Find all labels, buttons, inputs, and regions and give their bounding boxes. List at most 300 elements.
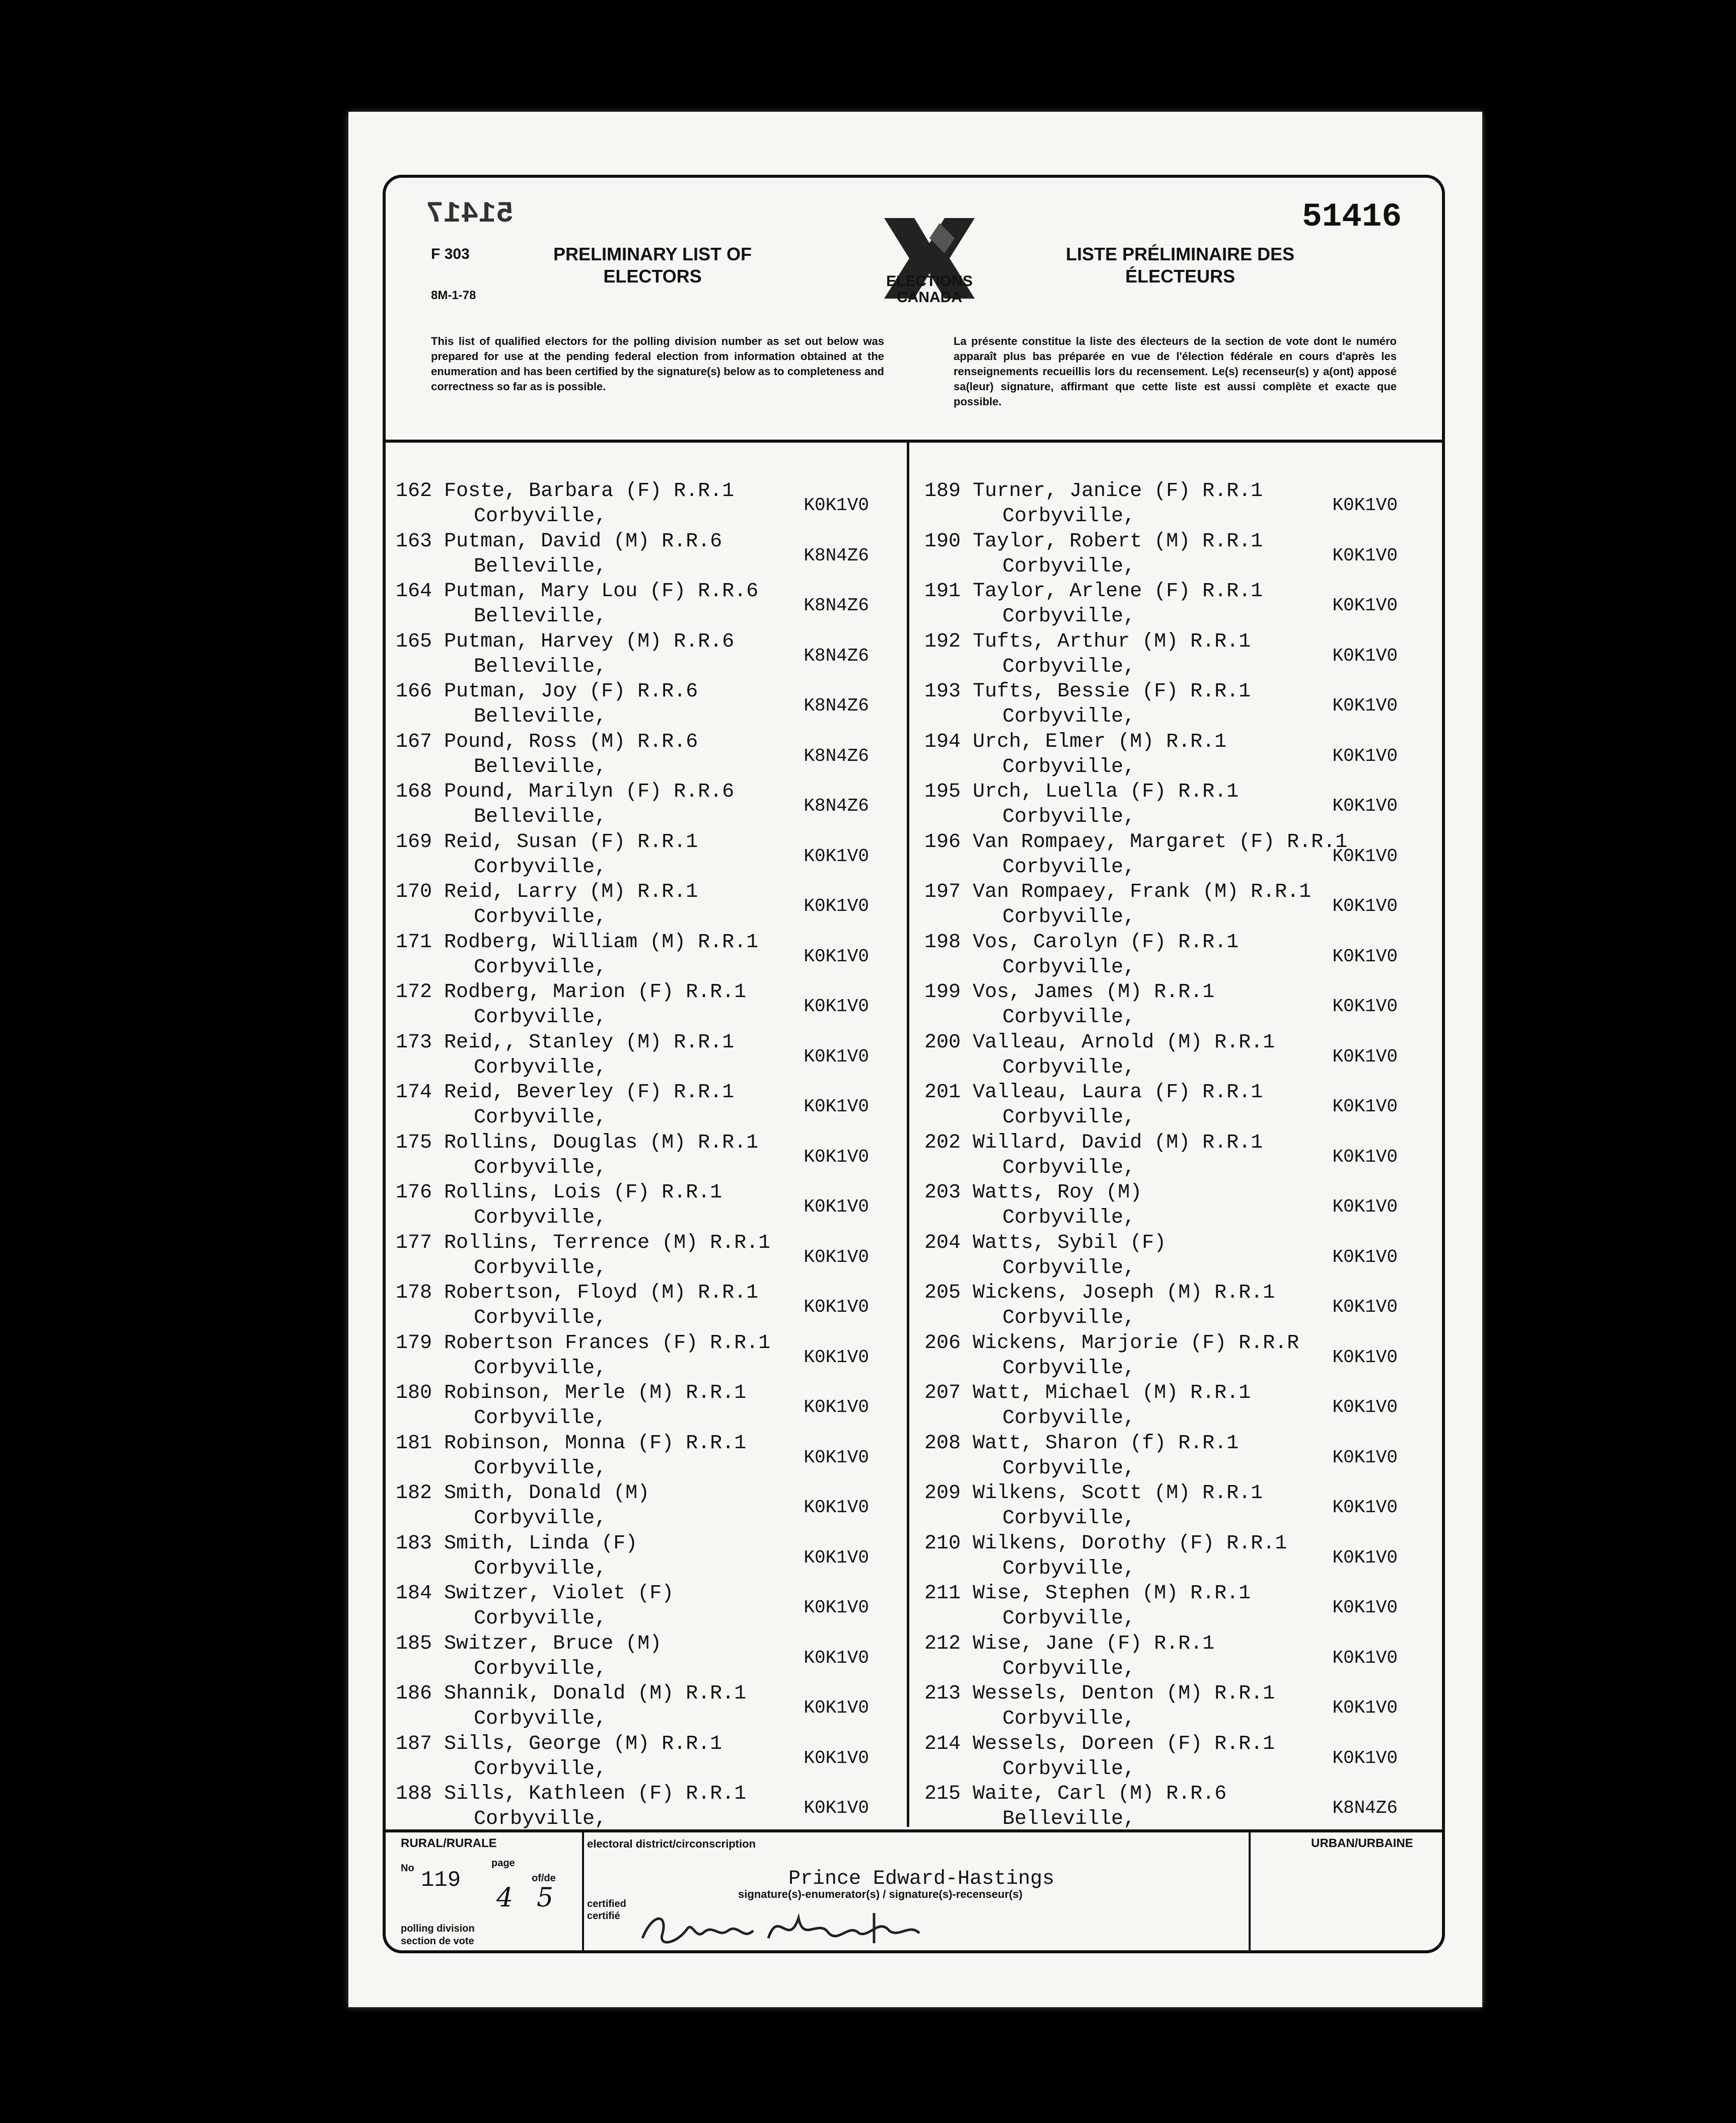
elector-entry [924, 781, 1428, 831]
elector-address: Corbyville, [474, 906, 607, 929]
postal-code: K0K1V0 [1332, 595, 1398, 616]
elector-name: Rollins, Terrence (M) R.R.1 [444, 1231, 771, 1254]
elector-number: 172 [396, 981, 432, 1004]
elector-number: 168 [396, 781, 432, 803]
elector-name-line [924, 1282, 1275, 1304]
elector-name-line [924, 731, 1226, 753]
elector-name-line [396, 881, 698, 903]
elector-name: Taylor, Arlene (F) R.R.1 [973, 580, 1263, 603]
elector-entry [396, 1633, 899, 1683]
elector-name: Sills, George (M) R.R.1 [444, 1732, 722, 1755]
elector-number: 167 [396, 730, 432, 753]
elector-name-line [396, 530, 722, 553]
elector-name: Vos, James (M) R.R.1 [973, 981, 1215, 1004]
elector-name-line [924, 1232, 1166, 1254]
page-label: page [491, 1858, 515, 1869]
elector-entry [396, 480, 899, 530]
elector-entry [396, 1131, 899, 1182]
elector-number: 196 [924, 830, 961, 854]
elector-name: Wickens, Joseph (M) R.R.1 [973, 1282, 1275, 1304]
elector-number: 180 [396, 1382, 432, 1404]
elector-name-line [396, 480, 734, 503]
elector-address: Corbyville, [474, 1708, 607, 1730]
elector-name: Wickens, Marjorie (F) R.R.R [973, 1331, 1299, 1355]
elector-entry [924, 480, 1428, 530]
elector-name-line [396, 1582, 674, 1605]
form-date: 8M-1-78 [431, 289, 476, 302]
elector-name: Vos, Carolyn (F) R.R.1 [973, 931, 1239, 954]
elector-number: 191 [924, 580, 961, 603]
elector-address: Corbyville, [1002, 1256, 1136, 1280]
elector-name-line [396, 1131, 758, 1154]
elector-number: 202 [924, 1131, 961, 1154]
elector-entry [396, 1332, 899, 1382]
postal-code: K0K1V0 [1332, 946, 1398, 967]
elector-address: Corbyville, [474, 1056, 607, 1079]
elector-entry [396, 1783, 899, 1833]
elector-name-line [924, 881, 1311, 903]
elector-name: Tufts, Arthur (M) R.R.1 [973, 630, 1251, 653]
urban-box [1249, 1832, 1437, 1953]
postal-code: K0K1V0 [804, 946, 869, 967]
elector-name: Reid, Beverley (F) R.R.1 [444, 1081, 735, 1104]
elector-number: 169 [396, 830, 432, 854]
elector-number: 187 [396, 1732, 432, 1755]
postal-code: K0K1V0 [804, 1747, 869, 1768]
elector-address: Corbyville, [1002, 1507, 1136, 1530]
postal-code: K8N4Z6 [804, 695, 869, 716]
elector-address: Corbyville, [1002, 956, 1136, 979]
elector-entry [924, 680, 1428, 731]
elector-address: Belleville, [474, 555, 607, 578]
elector-list-right [924, 480, 1428, 1833]
elector-name-line [924, 680, 1251, 703]
elector-name-line [396, 1031, 734, 1054]
elector-name-line [924, 1582, 1251, 1605]
elector-address: Corbyville, [1002, 1106, 1136, 1129]
elector-name-line [924, 580, 1263, 603]
elector-number: 178 [396, 1282, 432, 1304]
elector-name: Wise, Jane (F) R.R.1 [973, 1632, 1215, 1655]
elector-name: Reid, Larry (M) R.R.1 [444, 881, 698, 903]
elector-address: Corbyville, [1002, 1708, 1136, 1730]
elector-name: Sills, Kathleen (F) R.R.1 [444, 1783, 747, 1805]
elector-name: Valleau, Arnold (M) R.R.1 [973, 1031, 1275, 1054]
postal-code: K0K1V0 [1332, 1297, 1398, 1317]
elector-name-line [924, 530, 1263, 553]
elector-name-line [396, 1232, 770, 1254]
elector-address: Corbyville, [1002, 1407, 1136, 1430]
elector-entry [396, 530, 899, 581]
elector-entry [924, 1432, 1428, 1482]
elector-entry [396, 1733, 899, 1783]
elector-number: 211 [924, 1582, 961, 1605]
elector-name-line [924, 1783, 1226, 1805]
postal-code: K8N4Z6 [804, 645, 869, 666]
certified-label [587, 1898, 626, 1922]
elector-number: 177 [396, 1231, 432, 1254]
elector-name: Putman, Mary Lou (F) R.R.6 [444, 580, 759, 603]
elector-entry [924, 1532, 1428, 1583]
elector-name-line [396, 1382, 746, 1404]
elector-name-line [924, 480, 1263, 503]
postal-code: K0K1V0 [1332, 1647, 1398, 1668]
elector-address: Corbyville, [474, 1207, 607, 1229]
elector-address: Corbyville, [474, 1657, 607, 1680]
postal-code: K0K1V0 [1332, 1246, 1398, 1267]
elector-entry [396, 831, 899, 881]
polling-division-label-fr: section de vote [401, 1936, 474, 1947]
elector-address: Corbyville, [1002, 505, 1136, 528]
elector-entry [396, 1031, 899, 1082]
elector-entry [396, 1482, 899, 1532]
elector-name-line [396, 1282, 758, 1304]
elector-address: Corbyville, [1002, 705, 1136, 728]
elector-name-line [396, 1733, 722, 1755]
elector-number: 200 [924, 1031, 961, 1054]
elector-number: 171 [396, 931, 432, 954]
elector-entry [396, 1382, 899, 1432]
elector-address: Corbyville, [1002, 806, 1136, 828]
elector-name-line [396, 1081, 734, 1104]
elector-name-line [924, 1633, 1214, 1655]
elector-name: Waite, Carl (M) R.R.6 [973, 1783, 1227, 1805]
postal-code: K8N4Z6 [804, 545, 869, 566]
elector-name-line [396, 731, 698, 753]
elector-number: 206 [924, 1331, 961, 1355]
postal-code: K0K1V0 [1332, 1497, 1398, 1518]
postal-code: K0K1V0 [1332, 896, 1398, 916]
elector-entry [924, 1131, 1428, 1182]
elector-address: Corbyville, [474, 1457, 607, 1480]
elector-name-line [924, 1432, 1239, 1455]
title-french: LISTE PRÉLIMINAIRE DES ÉLECTEURS [1065, 244, 1295, 287]
elector-number: 197 [924, 881, 961, 903]
postal-code: K0K1V0 [1332, 645, 1398, 666]
elector-entry [396, 881, 899, 931]
elector-name: Smith, Linda (F) [444, 1532, 638, 1555]
elector-entry [924, 630, 1428, 681]
elector-name: Robertson, Floyd (M) R.R.1 [444, 1282, 759, 1304]
elector-name-line [924, 1332, 1299, 1355]
postal-code: K0K1V0 [1332, 1096, 1398, 1117]
elector-number: 182 [396, 1482, 432, 1505]
elector-address: Corbyville, [1002, 1056, 1136, 1079]
elector-entry [396, 1181, 899, 1232]
postal-code: K0K1V0 [804, 1297, 869, 1317]
elector-name-line [396, 1633, 662, 1655]
elector-address: Corbyville, [1002, 655, 1136, 678]
elector-number: 198 [924, 931, 961, 954]
elector-name: Rodberg, William (M) R.R.1 [444, 931, 759, 954]
elector-address: Corbyville, [1002, 1307, 1136, 1329]
elector-name: Putman, Joy (F) R.R.6 [444, 680, 698, 703]
elector-name: Smith, Donald (M) [444, 1482, 650, 1505]
postal-code: K0K1V0 [804, 1397, 869, 1418]
elector-name: Urch, Elmer (M) R.R.1 [973, 730, 1227, 753]
elector-entry [396, 1682, 899, 1733]
elector-number: 179 [396, 1331, 432, 1355]
form-footer [386, 1829, 1442, 1953]
elector-name-line [396, 981, 746, 1004]
postal-code: K0K1V0 [1332, 1196, 1398, 1217]
elector-number: 208 [924, 1432, 961, 1455]
elector-entry [924, 1382, 1428, 1432]
elector-name: Pound, Marilyn (F) R.R.6 [444, 781, 735, 803]
postal-code: K0K1V0 [804, 1246, 869, 1267]
elector-number: 166 [396, 680, 432, 703]
elector-address: Corbyville, [474, 1407, 607, 1430]
elector-number: 173 [396, 1031, 432, 1054]
elector-name: Switzer, Violet (F) [444, 1582, 674, 1605]
postal-code: K0K1V0 [1332, 796, 1398, 816]
elector-number: 162 [396, 480, 432, 503]
elector-name: Watts, Roy (M) [973, 1181, 1142, 1204]
elector-name: Wessels, Doreen (F) R.R.1 [973, 1732, 1275, 1755]
elector-name-line [396, 580, 758, 603]
elector-entry [396, 1432, 899, 1482]
elector-address: Corbyville, [1002, 1557, 1136, 1580]
no-label: No [401, 1863, 414, 1874]
elector-entry [924, 530, 1428, 581]
elector-number: 190 [924, 530, 961, 553]
elector-entry [924, 1733, 1428, 1783]
elector-name: Watt, Michael (M) R.R.1 [973, 1382, 1251, 1404]
polling-division-label: polling division [401, 1923, 475, 1934]
postal-code: K0K1V0 [1332, 745, 1398, 766]
elector-address: Belleville, [474, 806, 607, 828]
elector-number: 194 [924, 730, 961, 753]
elector-number: 186 [396, 1682, 432, 1705]
elector-entry [396, 1532, 899, 1583]
elector-address: Corbyville, [474, 1808, 607, 1830]
elector-number: 165 [396, 630, 432, 653]
postal-code: K8N4Z6 [804, 745, 869, 766]
elector-number: 213 [924, 1682, 961, 1705]
elector-entry [924, 1282, 1428, 1332]
elector-entry [924, 1582, 1428, 1633]
elector-number: 212 [924, 1632, 961, 1655]
elector-number: 184 [396, 1582, 432, 1605]
elector-name: Foste, Barbara (F) R.R.1 [444, 480, 735, 503]
elector-number: 183 [396, 1532, 432, 1555]
elector-name-line [396, 630, 734, 653]
elector-entry [396, 781, 899, 831]
elector-number: 215 [924, 1783, 961, 1805]
elector-name-line [396, 1532, 637, 1555]
elector-name: Pound, Ross (M) R.R.6 [444, 730, 698, 753]
elector-name: Wessels, Denton (M) R.R.1 [973, 1682, 1275, 1705]
elector-number: 164 [396, 580, 432, 603]
postal-code: K8N4Z6 [804, 796, 869, 816]
postal-code: K0K1V0 [1332, 1697, 1398, 1718]
postal-code: K0K1V0 [804, 1046, 869, 1067]
elector-entry [924, 1783, 1428, 1833]
elector-name: Valleau, Laura (F) R.R.1 [973, 1081, 1263, 1104]
elector-name-line [924, 1482, 1263, 1505]
elector-entry [396, 731, 899, 781]
elector-entry [924, 731, 1428, 781]
elector-number: 193 [924, 680, 961, 703]
elector-address: Corbyville, [474, 856, 607, 879]
elector-number: 201 [924, 1081, 961, 1104]
elector-entry [396, 1232, 899, 1282]
elector-name: Rodberg, Marion (F) R.R.1 [444, 981, 747, 1004]
serial-number: 51416 [1301, 198, 1402, 236]
elector-address: Corbyville, [1002, 1657, 1136, 1680]
elector-number: 188 [396, 1783, 432, 1805]
elector-address: Corbyville, [474, 1307, 607, 1329]
elector-name: Rollins, Douglas (M) R.R.1 [444, 1131, 759, 1154]
postal-code: K0K1V0 [804, 1096, 869, 1117]
elector-entry [396, 1582, 899, 1633]
elector-number: 210 [924, 1532, 961, 1555]
elector-entry [924, 931, 1428, 981]
elector-address: Corbyville, [1002, 1207, 1136, 1229]
elector-address: Corbyville, [1002, 906, 1136, 929]
elector-address: Corbyville, [474, 1357, 607, 1380]
elector-name: Watts, Sybil (F) [973, 1231, 1167, 1254]
agency-line-1: ELECTIONS [886, 273, 973, 290]
elector-entry [924, 1232, 1428, 1282]
elector-address: Belleville, [474, 655, 607, 678]
elector-number: 189 [924, 480, 961, 503]
elector-entry [396, 1081, 899, 1131]
postal-code: K0K1V0 [804, 1547, 869, 1568]
postal-code: K0K1V0 [1332, 1447, 1398, 1468]
elector-name-line [924, 781, 1239, 803]
elector-address: Corbyville, [1002, 1156, 1136, 1179]
elector-address: Belleville, [474, 755, 607, 779]
postal-code: K0K1V0 [804, 1146, 869, 1167]
elector-name-line [396, 1432, 746, 1455]
page-of: 5 [537, 1883, 554, 1913]
elector-name: Urch, Luella (F) R.R.1 [973, 781, 1239, 803]
elector-address: Corbyville, [1002, 1607, 1136, 1630]
elector-number: 207 [924, 1382, 961, 1404]
elector-entry [924, 831, 1428, 881]
postal-code: K0K1V0 [1332, 495, 1398, 516]
notice-english: This list of qualified electors for the polling division number as set out below was prepared for use at the pending federal election from information obtained at the enumeration and has been certified by the signature(s) below as to completeness and correctness so far as is possible. [431, 335, 884, 393]
elector-name: Willard, David (M) R.R.1 [973, 1131, 1263, 1154]
elector-entry [924, 981, 1428, 1031]
elector-entry [924, 1682, 1428, 1733]
postal-code: K0K1V0 [804, 1196, 869, 1217]
elector-address: Belleville, [474, 705, 607, 728]
elector-entry [924, 881, 1428, 931]
postal-code: K0K1V0 [1332, 695, 1398, 716]
elector-address: Corbyville, [1002, 1006, 1136, 1029]
elector-address: Corbyville, [474, 505, 607, 528]
elector-number: 195 [924, 781, 961, 803]
elector-address: Corbyville, [474, 1607, 607, 1630]
elector-name: Van Rompaey, Frank (M) R.R.1 [973, 881, 1312, 903]
elector-entry [924, 1482, 1428, 1532]
postal-code: K0K1V0 [804, 495, 869, 516]
postal-code: K0K1V0 [1332, 1046, 1398, 1067]
agency-line-2: CANADA [897, 289, 962, 306]
elector-entry [924, 1332, 1428, 1382]
elector-name: Switzer, Bruce (M) [444, 1632, 662, 1655]
elector-name-line [924, 1181, 1142, 1204]
elector-name: Rollins, Lois (F) R.R.1 [444, 1181, 722, 1204]
elector-number: 174 [396, 1081, 432, 1104]
elector-name: Reid, Susan (F) R.R.1 [444, 830, 698, 854]
elector-entry [924, 580, 1428, 630]
elector-name: Wilkens, Scott (M) R.R.1 [973, 1482, 1263, 1505]
elector-name-line [396, 1332, 770, 1355]
postal-code: K8N4Z6 [804, 595, 869, 616]
elector-name-line [924, 1382, 1251, 1404]
elector-name-line [396, 931, 758, 954]
postal-code: K8N4Z6 [1332, 1798, 1398, 1818]
postal-code: K0K1V0 [1332, 1397, 1398, 1418]
elector-address: Corbyville, [474, 1507, 607, 1530]
elector-list-left [396, 480, 899, 1833]
elector-name: Putman, Harvey (M) R.R.6 [444, 630, 735, 653]
elector-name-line [924, 1532, 1287, 1555]
postal-code: K0K1V0 [804, 1697, 869, 1718]
elector-name-line [396, 1783, 746, 1805]
elector-name-line [396, 781, 734, 803]
elector-entry [396, 630, 899, 681]
serial-number-mirror: 51417 [426, 198, 514, 231]
elector-number: 185 [396, 1632, 432, 1655]
elector-number: 175 [396, 1131, 432, 1154]
elector-name-line [924, 1682, 1275, 1705]
elector-entry [396, 1282, 899, 1332]
elector-name: Putman, David (M) R.R.6 [444, 530, 722, 553]
elector-entry [396, 931, 899, 981]
elector-name-line [396, 1482, 649, 1505]
postal-code: K0K1V0 [804, 1347, 869, 1368]
postal-code: K0K1V0 [804, 1447, 869, 1468]
elector-address: Corbyville, [474, 1156, 607, 1179]
elector-name-line [396, 831, 698, 854]
district-label: electoral district/circonscription [587, 1837, 756, 1850]
postal-code: K0K1V0 [1332, 545, 1398, 566]
elector-name: Tufts, Bessie (F) R.R.1 [973, 680, 1251, 703]
notice-french: La présente constitue la liste des électeurs de la section de vote dont le numéro apparaît plus bas préparée en vue de l'élection fédérale en cours d'après les renseignements recueillis lors du recensement. Le(s) recenseur(s) y a(ont) apposé sa(leur) signature, affirmant que cette liste est aussi complète et exacte que possible. [954, 335, 1397, 408]
elector-name: Wise, Stephen (M) R.R.1 [973, 1582, 1251, 1605]
polling-division-number: 119 [421, 1868, 461, 1893]
elector-number: 181 [396, 1432, 432, 1455]
postal-code: K0K1V0 [1332, 1747, 1398, 1768]
elector-name: Taylor, Robert (M) R.R.1 [973, 530, 1263, 553]
column-divider [907, 440, 909, 1827]
elector-name: Wilkens, Dorothy (F) R.R.1 [973, 1532, 1287, 1555]
elector-address: Corbyville, [1002, 1457, 1136, 1480]
postal-code: K0K1V0 [804, 996, 869, 1017]
elector-name-line [924, 1733, 1275, 1755]
elector-number: 203 [924, 1181, 961, 1204]
rural-box [391, 1832, 584, 1953]
elector-entry [924, 1633, 1428, 1683]
elector-name: Van Rompaey, Margaret (F) R.R.1 [973, 830, 1348, 854]
elector-entry [396, 680, 899, 731]
postal-code: K0K1V0 [804, 1597, 869, 1618]
elector-address: Corbyville, [474, 1256, 607, 1280]
elector-address: Belleville, [1002, 1808, 1136, 1830]
title-english: PRELIMINARY LIST OF ELECTORS [553, 244, 752, 287]
elector-address: Corbyville, [1002, 1757, 1136, 1781]
elector-name: Reid,, Stanley (M) R.R.1 [444, 1031, 735, 1054]
elector-number: 170 [396, 881, 432, 903]
elector-address: Corbyville, [1002, 605, 1136, 628]
postal-code: K0K1V0 [804, 845, 869, 867]
elector-entry [924, 1181, 1428, 1232]
certified-label-en: certified [587, 1898, 626, 1909]
